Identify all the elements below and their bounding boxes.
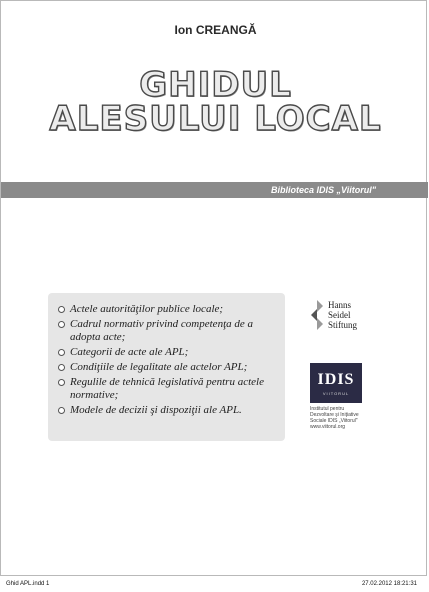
hanns-seidel-logo	[311, 298, 371, 334]
list-item: Actele autorităţilor publice locale;	[56, 303, 281, 316]
footer-timestamp: 27.02.2012 18:21:31	[361, 581, 417, 587]
author-name: Ion CREANGĂ	[174, 23, 257, 37]
list-item: Categorii de acte ale APL;	[56, 346, 281, 359]
title-line-1: GHIDUL	[139, 65, 292, 105]
list-item: Cadrul normativ privind competenţa de a adopta acte;	[56, 318, 281, 344]
idis-mark: IDIS	[317, 371, 355, 388]
circle-bullet-icon	[58, 349, 65, 356]
circle-bullet-icon	[58, 407, 65, 414]
topics-box	[48, 293, 285, 441]
circle-bullet-icon	[58, 364, 65, 371]
list-item: Regulile de tehnică legislativă pentru actele normative;	[56, 376, 281, 402]
idis-sub: VIITORUL	[322, 391, 350, 396]
list-item: Condiţiile de legalitate ale actelor APL;	[56, 361, 281, 374]
hss-wordmark: Hanns Seidel Stiftung	[328, 300, 358, 330]
idis-info: Institutul pentru Dezvoltare şi Iniţiative Sociale IDIS „Viitorul" www.viitorul.org	[310, 406, 359, 430]
topics-list	[56, 303, 281, 419]
footer-file-info: Ghid APL.indd 1	[6, 581, 50, 587]
title-line-2: ALESULUI LOCAL	[49, 99, 382, 139]
list-item: Modele de decizii şi dispoziţii ale APL.	[56, 404, 281, 417]
circle-bullet-icon	[58, 379, 65, 386]
circle-bullet-icon	[58, 306, 65, 313]
circle-bullet-icon	[58, 321, 65, 328]
series-banner	[1, 182, 428, 198]
idis-logo	[310, 363, 366, 443]
hss-mark-icon	[311, 300, 323, 330]
idis-emblem	[310, 363, 362, 403]
series-label: Biblioteca IDIS „Viitorul"	[271, 185, 376, 195]
